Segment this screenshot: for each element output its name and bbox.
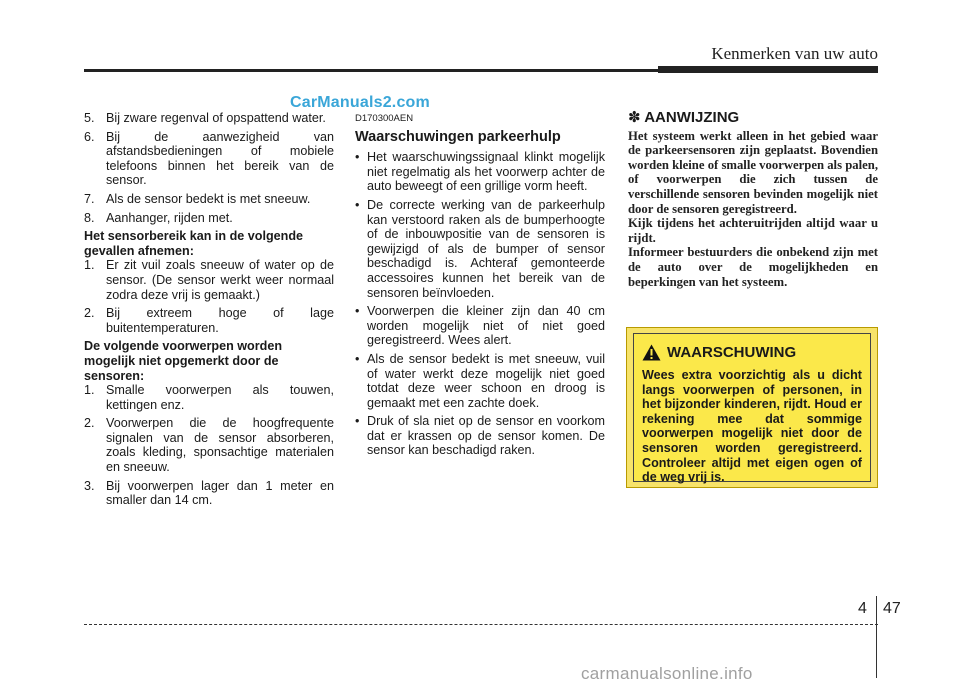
note-symbol-icon: ✽ — [628, 109, 641, 126]
warning-header — [642, 344, 796, 361]
note-paragraph: Informeer bestuurders die onbekend zijn met de auto over de mogelijkheden en beperkingen van het systeem. — [628, 245, 878, 289]
header-rule-thick — [658, 66, 878, 73]
bullet-text: Druk of sla niet op de sensor en voorkom dat er krassen op de sensor komen. De sensor kan beschadigd raken. — [367, 414, 605, 458]
list-item-number: 1. — [84, 258, 95, 273]
list-item-text: Bij extreem hoge of lage buitentemperaturen. — [106, 306, 334, 335]
list-item-text: Voorwerpen die de hoogfrequente signalen van de sensor absorberen, zoals kleding, sponsachtige materialen en sneeuw. — [106, 416, 334, 475]
list-bottom — [84, 383, 334, 508]
bullet-list — [355, 150, 605, 458]
list-item — [84, 479, 334, 508]
list-item-number: 2. — [84, 306, 95, 321]
warning-triangle-icon — [642, 344, 661, 361]
list-item — [84, 258, 334, 302]
list-item-text: Aanhanger, rijden met. — [106, 210, 233, 225]
note-heading — [628, 111, 878, 126]
list-item-number: 1. — [84, 383, 95, 398]
list-item — [84, 192, 334, 207]
warning-title: WAARSCHUWING — [667, 344, 797, 361]
bullet-dot-icon: • — [355, 304, 360, 319]
list-item — [84, 383, 334, 412]
page-number-divider — [876, 596, 877, 678]
bullet-dot-icon: • — [355, 414, 360, 429]
bullet-item — [355, 198, 605, 300]
list-item-number: 6. — [84, 129, 95, 144]
bullet-item — [355, 304, 605, 348]
bullet-text: Als de sensor bedekt is met sneeuw, vuil of water werkt deze mogelijk niet goed totdat deze weer schoon en droog is gemaakt met een zachte doek. — [367, 351, 605, 410]
bullet-dot-icon: • — [355, 351, 360, 366]
list-item-text: Bij zware regenval of opspattend water. — [106, 111, 326, 125]
list-top — [84, 111, 334, 225]
bullet-item — [355, 352, 605, 410]
note-paragraph: Het systeem werkt alleen in het gebied waar de parkeersensoren zijn geplaatst. Bovendien worden kleine of smalle voorwerpen als palen, of voorwerpen die zich tussen de verschillende sensoren bevinden mogelijk niet door de sensoren geregistreerd. — [628, 128, 878, 216]
bullet-text: De correcte werking van de parkeerhulp kan verstoord raken als de bumperhoogte of de inbouwpositie van de sensoren is gewijzigd of als de bumper of sensor beschadigd is. Achteraf gemonteerde accessoires kunnen het bereik van de sensoren beïnvloeden. — [367, 197, 605, 300]
note-paragraph: Kijk tijdens het achteruitrijden altijd waar u rijdt. — [628, 216, 878, 245]
section-title: Waarschuwingen parkeerhulp — [355, 128, 561, 145]
warning-inner — [633, 333, 871, 485]
bullet-text: Voorwerpen die kleiner zijn dan 40 cm worden mogelijk niet of niet goed geregistreerd. Wees alert. — [367, 304, 605, 348]
warning-box — [626, 327, 878, 488]
list-item — [84, 111, 334, 126]
list-item-text: Als de sensor bedekt is met sneeuw. — [106, 191, 311, 206]
list-mid — [84, 258, 334, 335]
list-item-text: Smalle voorwerpen als touwen, kettingen enz. — [106, 383, 334, 412]
note-section — [628, 111, 878, 289]
section-number: 4 — [858, 600, 867, 617]
header-rule — [84, 69, 658, 72]
list-item-number: 7. — [84, 191, 95, 206]
warning-text: Wees extra voorzichtig als u dicht langs voorwerpen of personen, in het bijzonder kinderen, rijdt. Houd er rekening mee dat sommige voorwerpen mogelijk niet door de sensoren worden geregistreerd. Controleer altijd met eigen ogen of de weg vrij is. — [642, 368, 862, 485]
bullet-item — [355, 414, 605, 458]
list-item — [84, 130, 334, 188]
footer-rule — [84, 624, 878, 625]
list-item — [84, 211, 334, 226]
list-item-text: Bij de aanwezigheid van afstandsbedieningen of mobiele telefoons binnen het bereik van de sensor. — [106, 129, 334, 188]
bullet-dot-icon: • — [355, 150, 360, 165]
note-body — [628, 129, 878, 290]
list-item-number: 8. — [84, 210, 95, 225]
watermark-top: CarManuals2.com — [290, 94, 430, 111]
bullet-item — [355, 150, 605, 194]
bullet-text: Het waarschuwingssignaal klinkt mogelijk niet regelmatig als het voorwerp achter de auto beweegt of een grillige vorm heeft. — [367, 150, 605, 194]
list-item-number: 3. — [84, 478, 95, 493]
watermark-bottom: carmanualsonline.info — [581, 664, 753, 683]
header-title: Kenmerken van uw auto — [711, 44, 878, 63]
left-column — [84, 111, 334, 512]
list-item-number: 2. — [84, 416, 95, 431]
list-item-text: Er zit vuil zoals sneeuw of water op de sensor. (De sensor werkt weer normaal zodra deze vrij is gemaakt.) — [106, 258, 334, 302]
list-item-text: Bij voorwerpen lager dan 1 meter en smaller dan 14 cm. — [106, 478, 334, 508]
page-number: 47 — [883, 600, 901, 617]
list-item-number: 5. — [84, 111, 95, 125]
bullet-dot-icon: • — [355, 197, 360, 212]
subheading-sensor-range: Het sensorbereik kan in de volgende gevallen afnemen: — [84, 229, 304, 258]
list-item — [84, 416, 334, 474]
middle-column — [355, 111, 605, 462]
section-code: D170300AEN — [355, 113, 414, 124]
list-item — [84, 306, 334, 335]
subheading-undetected-objects: De volgende voorwerpen worden mogelijk niet opgemerkt door de sensoren: — [84, 339, 283, 383]
note-title: AANWIJZING — [644, 109, 740, 126]
